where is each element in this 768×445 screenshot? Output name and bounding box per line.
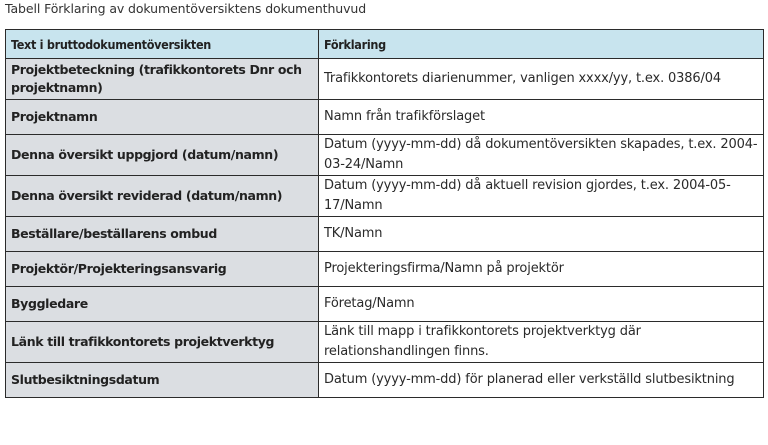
row-key: Slutbesiktningsdatum [6, 363, 319, 398]
table-row [6, 59, 764, 100]
table-caption: Tabell Förklaring av dokumentöversiktens dokumenthuvud [5, 1, 367, 16]
column-header-explanation: Förklaring [319, 30, 764, 59]
table-row [6, 176, 764, 217]
table-row [6, 100, 764, 135]
row-value: Företag/Namn [319, 287, 764, 322]
row-value: Projekteringsfirma/Namn på projektör [319, 252, 764, 287]
row-key: Beställare/beställarens ombud [6, 217, 319, 252]
table-row [6, 217, 764, 252]
row-value: TK/Namn [319, 217, 764, 252]
table-row [6, 135, 764, 176]
row-value: Datum (yyyy-mm-dd) då dokumentöversikten skapades, t.ex. 2004-03-24/Namn [319, 135, 764, 176]
row-key: Länk till trafikkontorets projektverktyg [6, 322, 319, 363]
row-value: Datum (yyyy-mm-dd) för planerad eller verkställd slutbesiktning [319, 363, 764, 398]
document-header-table [5, 29, 764, 398]
row-key: Projektbeteckning (trafikkontorets Dnr och projektnamn) [6, 59, 319, 100]
row-key: Denna översikt reviderad (datum/namn) [6, 176, 319, 217]
table-header-row [6, 30, 764, 59]
table-row [6, 322, 764, 363]
row-key: Byggledare [6, 287, 319, 322]
row-key: Denna översikt uppgjord (datum/namn) [6, 135, 319, 176]
table-row [6, 287, 764, 322]
row-value: Datum (yyyy-mm-dd) då aktuell revision gjordes, t.ex. 2004-05-17/Namn [319, 176, 764, 217]
column-header-text: Text i bruttodokumentöversikten [6, 30, 319, 59]
row-value: Trafikkontorets diarienummer, vanligen xxxx/yy, t.ex. 0386/04 [319, 59, 764, 100]
row-key: Projektnamn [6, 100, 319, 135]
row-key: Projektör/Projekteringsansvarig [6, 252, 319, 287]
row-value: Namn från trafikförslaget [319, 100, 764, 135]
row-value: Länk till mapp i trafikkontorets projektverktyg där relationshandlingen finns. [319, 322, 764, 363]
table-row [6, 252, 764, 287]
table-row [6, 363, 764, 398]
